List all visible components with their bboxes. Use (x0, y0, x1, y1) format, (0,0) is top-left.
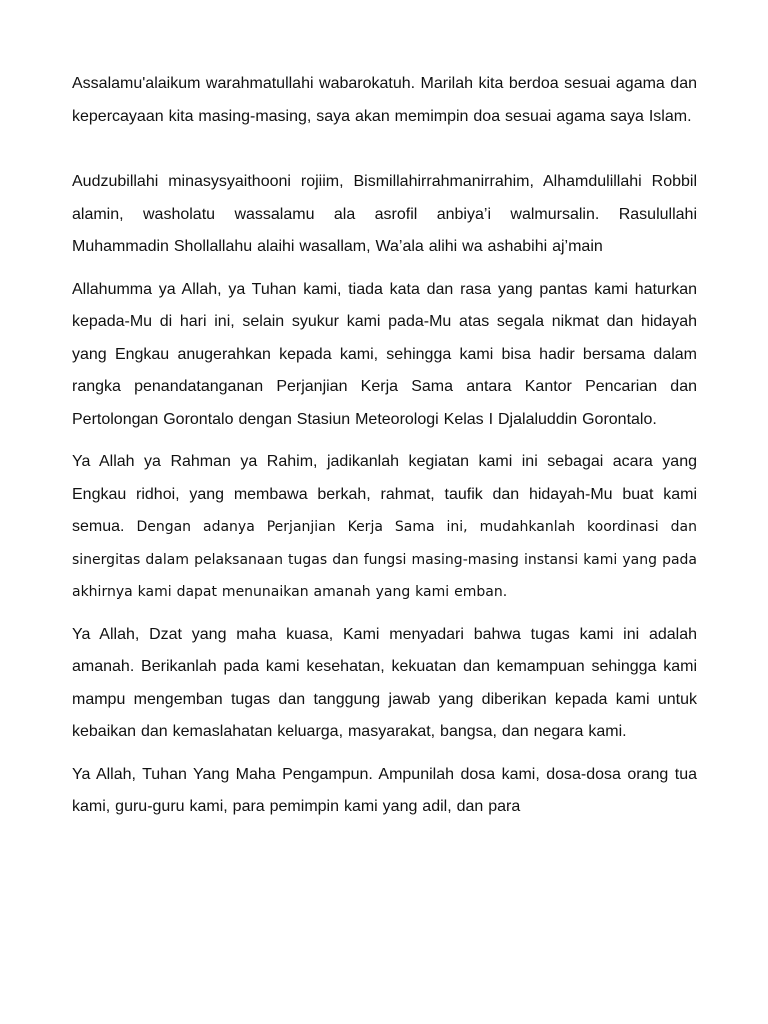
paragraph-blessing-text: Ya Allah ya Rahman ya Rahim, jadikanlah kegiatan kami ini sebagai acara yang Engkau ridhoi, yang membawa berkah, rahmat, taufik dan hidayah-Mu buat kami semua. (72, 453, 697, 535)
document-page (72, 68, 697, 834)
paragraph-greeting: Assalamu'alaikum warahmatullahi wabarokatuh. Marilah kita berdoa sesuai agama dan kepercayaan kita masing-masing, saya akan memimpin doa sesuai agama saya Islam. (72, 75, 697, 125)
paragraph-blessing (72, 446, 697, 609)
paragraph-opening-prayer: Audzubillahi minasysyaithooni rojiim, Bismillahirrahmanirrahim, Alhamdulillahi Robbil alamin, washolatu wassalamu ala asrofil anbiya’i walmursalin. Rasulullahi Muhammadin Shollallahu alaihi wasallam, Wa’ala alihi wa ashabihi aj’main (72, 173, 697, 255)
paragraph-strength: Ya Allah, Dzat yang maha kuasa, Kami menyadari bahwa tugas kami ini adalah amanah. Berikanlah pada kami kesehatan, kekuatan dan kemampuan sehingga kami mampu mengemban tugas dan tanggung jawab yang diberikan kepada kami untuk kebaikan dan kemaslahatan keluarga, masyarakat, bangsa, dan negara kami. (72, 625, 697, 740)
paragraph-blessing-cooperation: Dengan adanya Perjanjian Kerja Sama ini, mudahkanlah koordinasi dan sinergitas dalam pelaksanaan tugas dan fungsi masing-masing instansi kami yang pada akhirnya kami dapat menunaikan amanah yang kami emban. (72, 519, 697, 600)
paragraph-gratitude: Allahumma ya Allah, ya Tuhan kami, tiada kata dan rasa yang pantas kami haturkan kepada-Mu di hari ini, selain syukur kami pada-Mu atas segala nikmat dan hidayah yang Engkau anugerahkan kepada kami, sehingga kami bisa hadir bersama dalam rangka penandatanganan Perjanjian Kerja Sama antara Kantor Pencarian dan Pertolongan Gorontalo dengan Stasiun Meteorologi Kelas I Djalaluddin Gorontalo. (72, 280, 697, 428)
paragraph-forgiveness: Ya Allah, Tuhan Yang Maha Pengampun. Ampunilah dosa kami, dosa-dosa orang tua kami, guru-guru kami, para pemimpin kami yang adil, dan para (72, 765, 697, 815)
